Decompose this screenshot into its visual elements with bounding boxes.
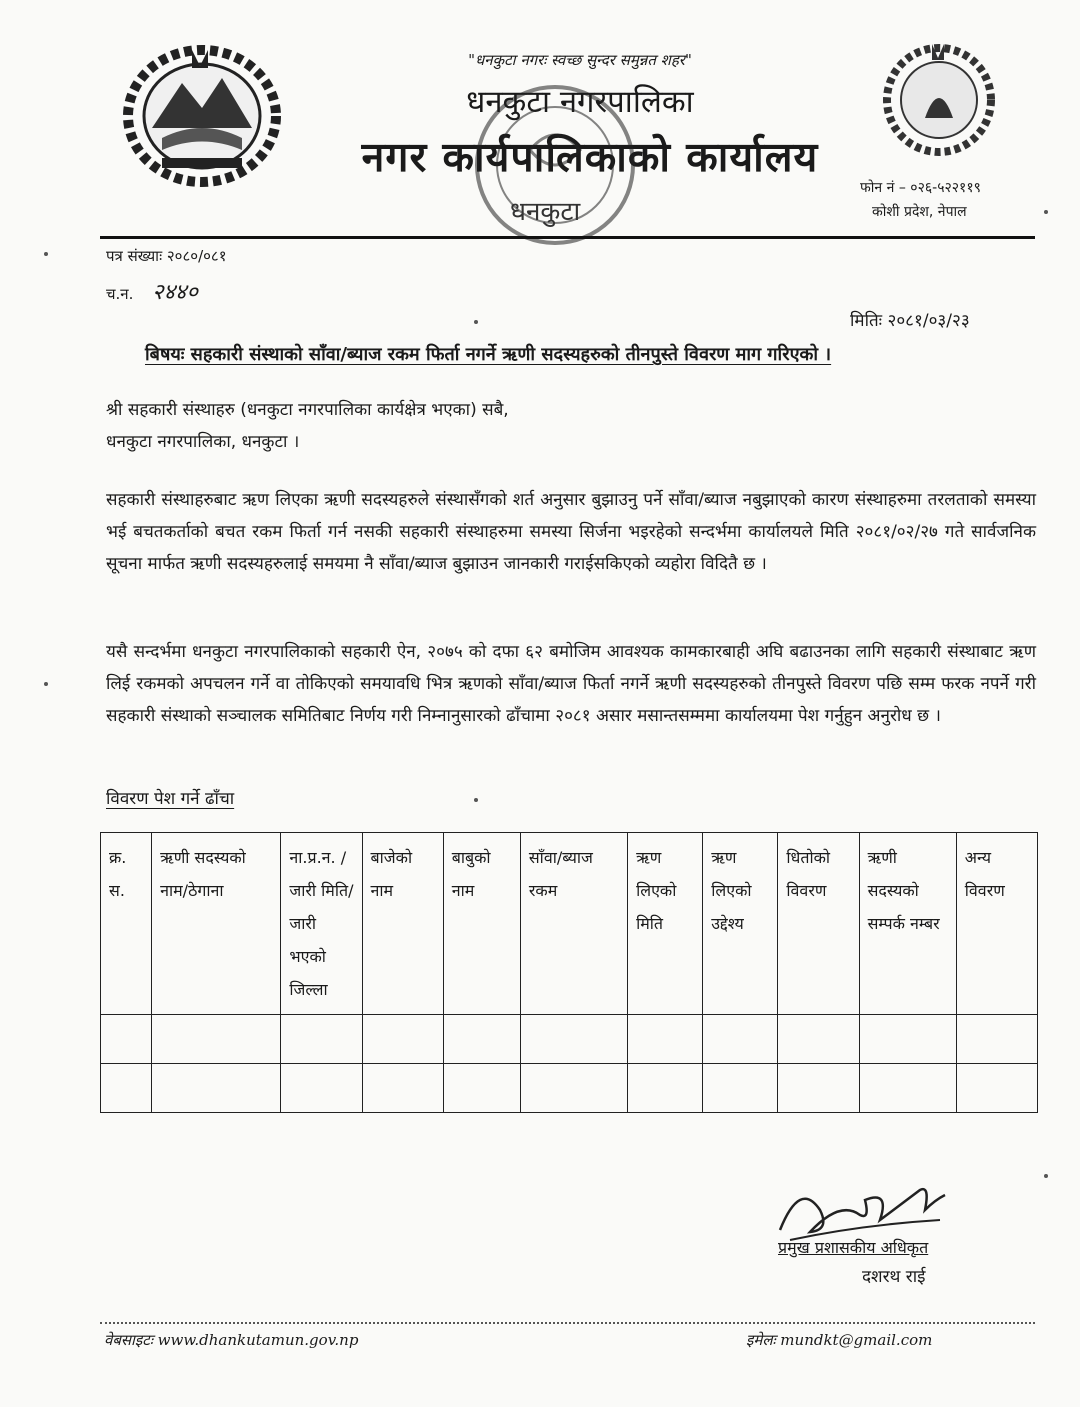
footer-divider [100,1322,1035,1324]
nepal-emblem-icon [880,38,998,156]
header-cell-borrower-name: ऋणी सदस्यको नाम/ठेगाना [152,833,281,1015]
header-cell-other: अन्य विवरण [956,833,1037,1015]
scan-dot [1044,1174,1048,1178]
table-header-row [101,833,1038,1015]
letter-date: मितिः २०८१/०३/२३ [850,311,970,331]
email-link[interactable]: इमेलः mundkt@gmail.com [746,1331,933,1349]
motto: "धनकुटा नगरः स्वच्छ सुन्दर समुन्नत शहर" [468,51,692,69]
dispatch-number [106,276,198,306]
table-row [101,1015,1038,1064]
table-row [101,1064,1038,1113]
addressee-line-2: धनकुटा नगरपालिका, धनकुटा । [106,432,300,452]
header-cell-principal-interest: साँवा/ब्याज रकम [520,833,627,1015]
subject-line: बिषयः सहकारी संस्थाको साँवा/ब्याज रकम फिर्ता नगर्ने ऋणी सदस्यहरुको तीनपुस्ते विवरण माग गरिएको । [145,344,832,365]
addressee [106,394,509,458]
municipality-emblem-icon [122,38,282,188]
header-cell-loan-date: ऋण लिएको मिति [628,833,703,1015]
scan-dot [474,798,478,802]
header-cell-citizenship: ना.प्र.न. / जारी मिति/ जारी भएको जिल्ला [281,833,362,1015]
header-cell-grandfather: बाजेको नाम [362,833,443,1015]
paragraph-1: सहकारी संस्थाहरुबाट ऋण लिएका ऋणी सदस्यहरुले संस्थासँगको शर्त अनुसार बुझाउनु पर्ने साँवा/ब्याज नबुझाएको कारण संस्थाहरुमा तरलताको समस्या भई बचतकर्ताको बचत रकम फिर्ता गर्न नसकी सहकारी संस्थाहरुमा समस्या सिर्जना भइरहेको सन्दर्भमा कार्यालयले मिति २०८१/०२/२७ गते सार्वजनिक सूचना मार्फत ऋणी सदस्यहरुलाई समयमा नै साँवा/ब्याज बुझाउन जानकारी गराईसकिएको व्यहोरा विदितै छ । [106,490,1036,574]
dispatch-value: २४४० [152,280,198,305]
province: कोशी प्रदेश, नेपाल [872,204,967,220]
header-cell-contact: ऋणी सदस्यको सम्पर्क नम्बर [859,833,956,1015]
form-title: विवरण पेश गर्ने ढाँचा [106,789,235,809]
paragraph-2: यसै सन्दर्भमा धनकुटा नगरपालिकाको सहकारी ऐन, २०७५ को दफा ६२ बमोजिम आवश्यक कामकारबाही अघि बढाउनका लागि सहकारी संस्थाबाट ऋण लिई रकमको अपचलन गर्ने वा तोकिएको समयावधि भित्र ऋणको साँवा/ब्याज फिर्ता नगर्ने ऋणी सदस्यहरुको तीनपुस्ते विवरण पछि सम्म फरक नपर्ने गरी सहकारी संस्थाको सञ्चालक समितिबाट निर्णय गरी निम्नानुसारको ढाँचामा २०८१ असार मसान्तसम्ममा कार्यालयमा पेश गर्नुहुन अनुरोध छ । [106,642,1036,726]
header-cell-father: बाबुको नाम [443,833,520,1015]
scan-dot [44,682,48,686]
reference-number: पत्र संख्याः २०८०/०८१ [106,247,227,265]
addressee-line-1: श्री सहकारी संस्थाहरु (धनकुटा नगरपालिका कार्यक्षेत्र भएका) सबै, [106,400,509,420]
header-cell-loan-purpose: ऋण लिएको उद्देश्य [703,833,778,1015]
scan-dot [474,320,478,324]
scan-dot [44,252,48,256]
stamp-district: धनकुटा [510,197,581,227]
details-form-table [100,832,1038,1113]
municipality-name: धनकुटा नगरपालिका [466,84,694,120]
header-cell-collateral: धितोको विवरण [778,833,859,1015]
phone-number: फोन नं – ०२६-५२२११९ [860,180,981,196]
website-link[interactable]: वेबसाइटः www.dhankutamun.gov.np [104,1331,359,1349]
dispatch-label: च.न. [106,285,134,303]
signatory-title: प्रमुख प्रशासकीय अधिकृत [778,1238,929,1257]
scan-dot [1044,210,1048,214]
header-cell-serial: क्र. स. [101,833,152,1015]
header-divider [100,236,1035,239]
office-name: नगर कार्यपालिकाको कार्यालय [361,133,819,181]
signatory-name: दशरथ राई [862,1267,926,1287]
